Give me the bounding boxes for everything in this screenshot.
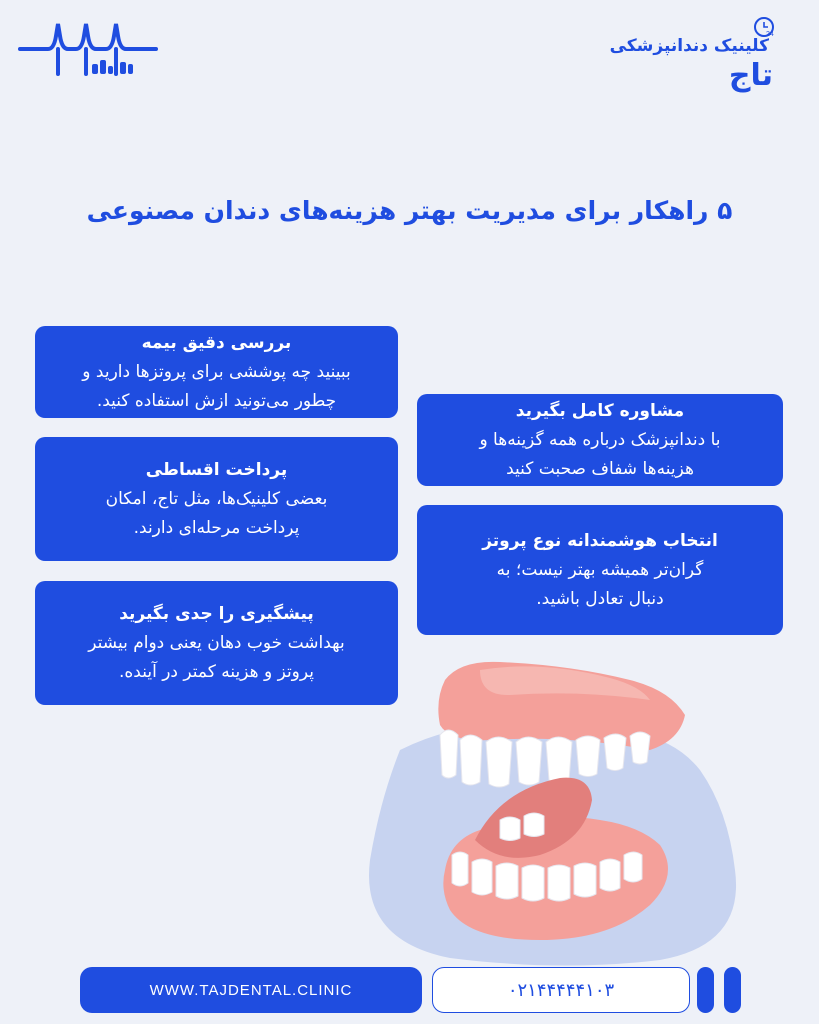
brand-subtitle: کلینیک دندانپزشکی — [609, 36, 769, 56]
brand-logo — [609, 14, 797, 94]
dentures-illustration-icon — [340, 640, 760, 970]
decorative-pill — [724, 967, 741, 1013]
tip-title: انتخاب هوشمندانه نوع پروتز — [482, 530, 718, 551]
tooth-wave-logo-icon — [18, 18, 158, 80]
tip-body-line: بعضی کلینیک‌ها، مثل تاج، امکان — [105, 488, 328, 509]
tip-body-line: پرداخت مرحله‌ای دارند. — [133, 517, 300, 538]
tip-title: مشاوره کامل بگیرید — [515, 400, 685, 421]
decorative-pill — [697, 967, 714, 1013]
tip-card-installment — [35, 437, 398, 561]
tip-body-line: پروتز و هزینه کمتر در آینده. — [118, 661, 314, 682]
tip-card-denture-choice — [417, 505, 783, 635]
tip-body-line: گران‌تر همیشه بهتر نیست؛ به — [496, 559, 704, 580]
tip-body-line: با دندانپزشک درباره همه گزینه‌ها و — [479, 429, 721, 450]
clock-24-icon — [753, 16, 775, 38]
tip-card-insurance — [35, 326, 398, 418]
tip-body-line: دنبال تعادل باشید. — [536, 588, 664, 609]
tip-body-line: چطور می‌تونید ازش استفاده کنید. — [96, 390, 337, 411]
website-link[interactable]: WWW.TAJDENTAL.CLINIC — [80, 967, 422, 1013]
tip-title: پیشگیری را جدی بگیرید — [119, 603, 314, 624]
tip-title: پرداخت اقساطی — [145, 459, 288, 480]
tip-body-line: ببینید چه پوششی برای پروتزها دارید و — [82, 361, 351, 382]
page-title: ۵ راهکار برای مدیریت بهتر هزینه‌های دندان مصنوعی — [86, 196, 733, 225]
tip-card-consultation — [417, 394, 783, 486]
tip-body-line: هزینه‌ها شفاف صحبت کنید — [506, 458, 694, 479]
badge-text: 24 — [766, 31, 774, 38]
tip-title: بررسی دقیق بیمه — [141, 332, 292, 353]
tip-body-line: بهداشت خوب دهان یعنی دوام بیشتر — [88, 632, 345, 653]
phone-number[interactable]: ۰۲۱۴۴۴۴۴۱۰۳ — [432, 967, 690, 1013]
brand-name: تاج — [728, 58, 773, 93]
